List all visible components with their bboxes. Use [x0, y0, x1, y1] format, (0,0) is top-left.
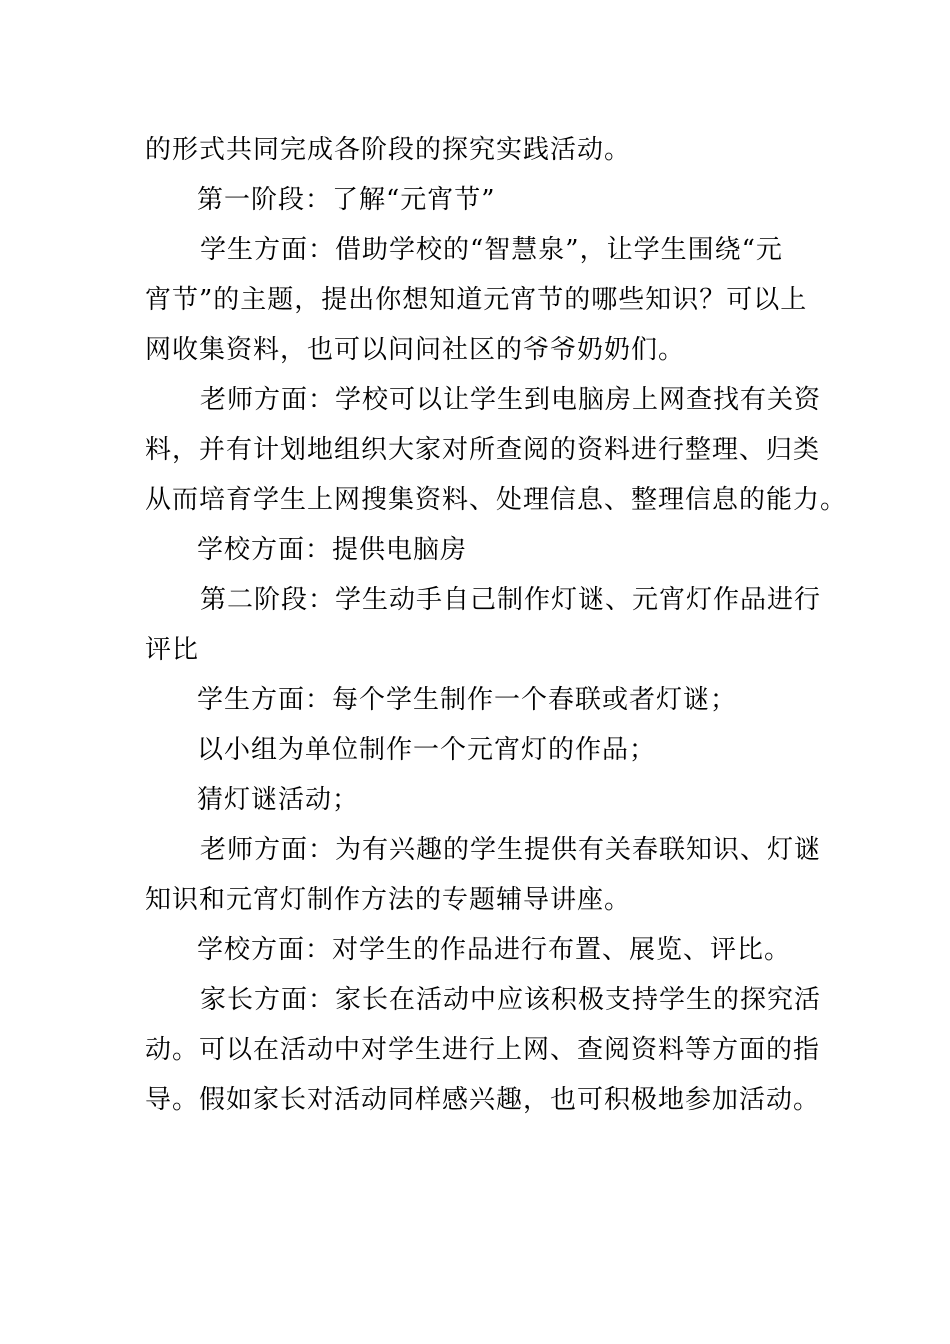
- text-line: 知识和元宵灯制作方法的专题辅导讲座。: [145, 885, 632, 915]
- text-line: 猜灯谜活动；: [197, 785, 360, 815]
- text-line: 老师方面：为有兴趣的学生提供有关春联知识、灯谜: [200, 835, 822, 865]
- text-line: 老师方面：学校可以让学生到电脑房上网查找有关资: [200, 385, 822, 415]
- text-line: 导。假如家长对活动同样感兴趣，也可积极地参加活动。: [145, 1085, 821, 1115]
- text-line: 家长方面：家长在活动中应该积极支持学生的探究活: [200, 985, 822, 1015]
- text-line: 从而培育学生上网搜集资料、处理信息、整理信息的能力。: [145, 485, 848, 515]
- text-line: 评比: [145, 635, 200, 665]
- text-line: 宵节”的主题，提出你想知道元宵节的哪些知识？可以上: [145, 285, 808, 315]
- text-line: 学校方面：提供电脑房: [197, 535, 468, 565]
- section-heading-stage-2: 第二阶段：学生动手自己制作灯谜、元宵灯作品进行: [200, 585, 822, 615]
- text-line: 料，并有计划地组织大家对所查阅的资料进行整理、归类: [145, 435, 821, 465]
- text-line: 学生方面：每个学生制作一个春联或者灯谜；: [197, 685, 738, 715]
- text-line: 动。可以在活动中对学生进行上网、查阅资料等方面的指: [145, 1035, 821, 1065]
- text-line: 以小组为单位制作一个元宵灯的作品；: [197, 735, 657, 765]
- text-line: 学校方面：对学生的作品进行布置、展览、评比。: [197, 935, 792, 965]
- section-heading-stage-1: 第一阶段：了解“元宵节”: [197, 185, 496, 215]
- text-line: 的形式共同完成各阶段的探究实践活动。: [145, 135, 632, 165]
- text-line: 网收集资料，也可以问问社区的爷爷奶奶们。: [145, 335, 686, 365]
- text-line: 学生方面：借助学校的“智慧泉”，让学生围绕“元: [200, 235, 783, 265]
